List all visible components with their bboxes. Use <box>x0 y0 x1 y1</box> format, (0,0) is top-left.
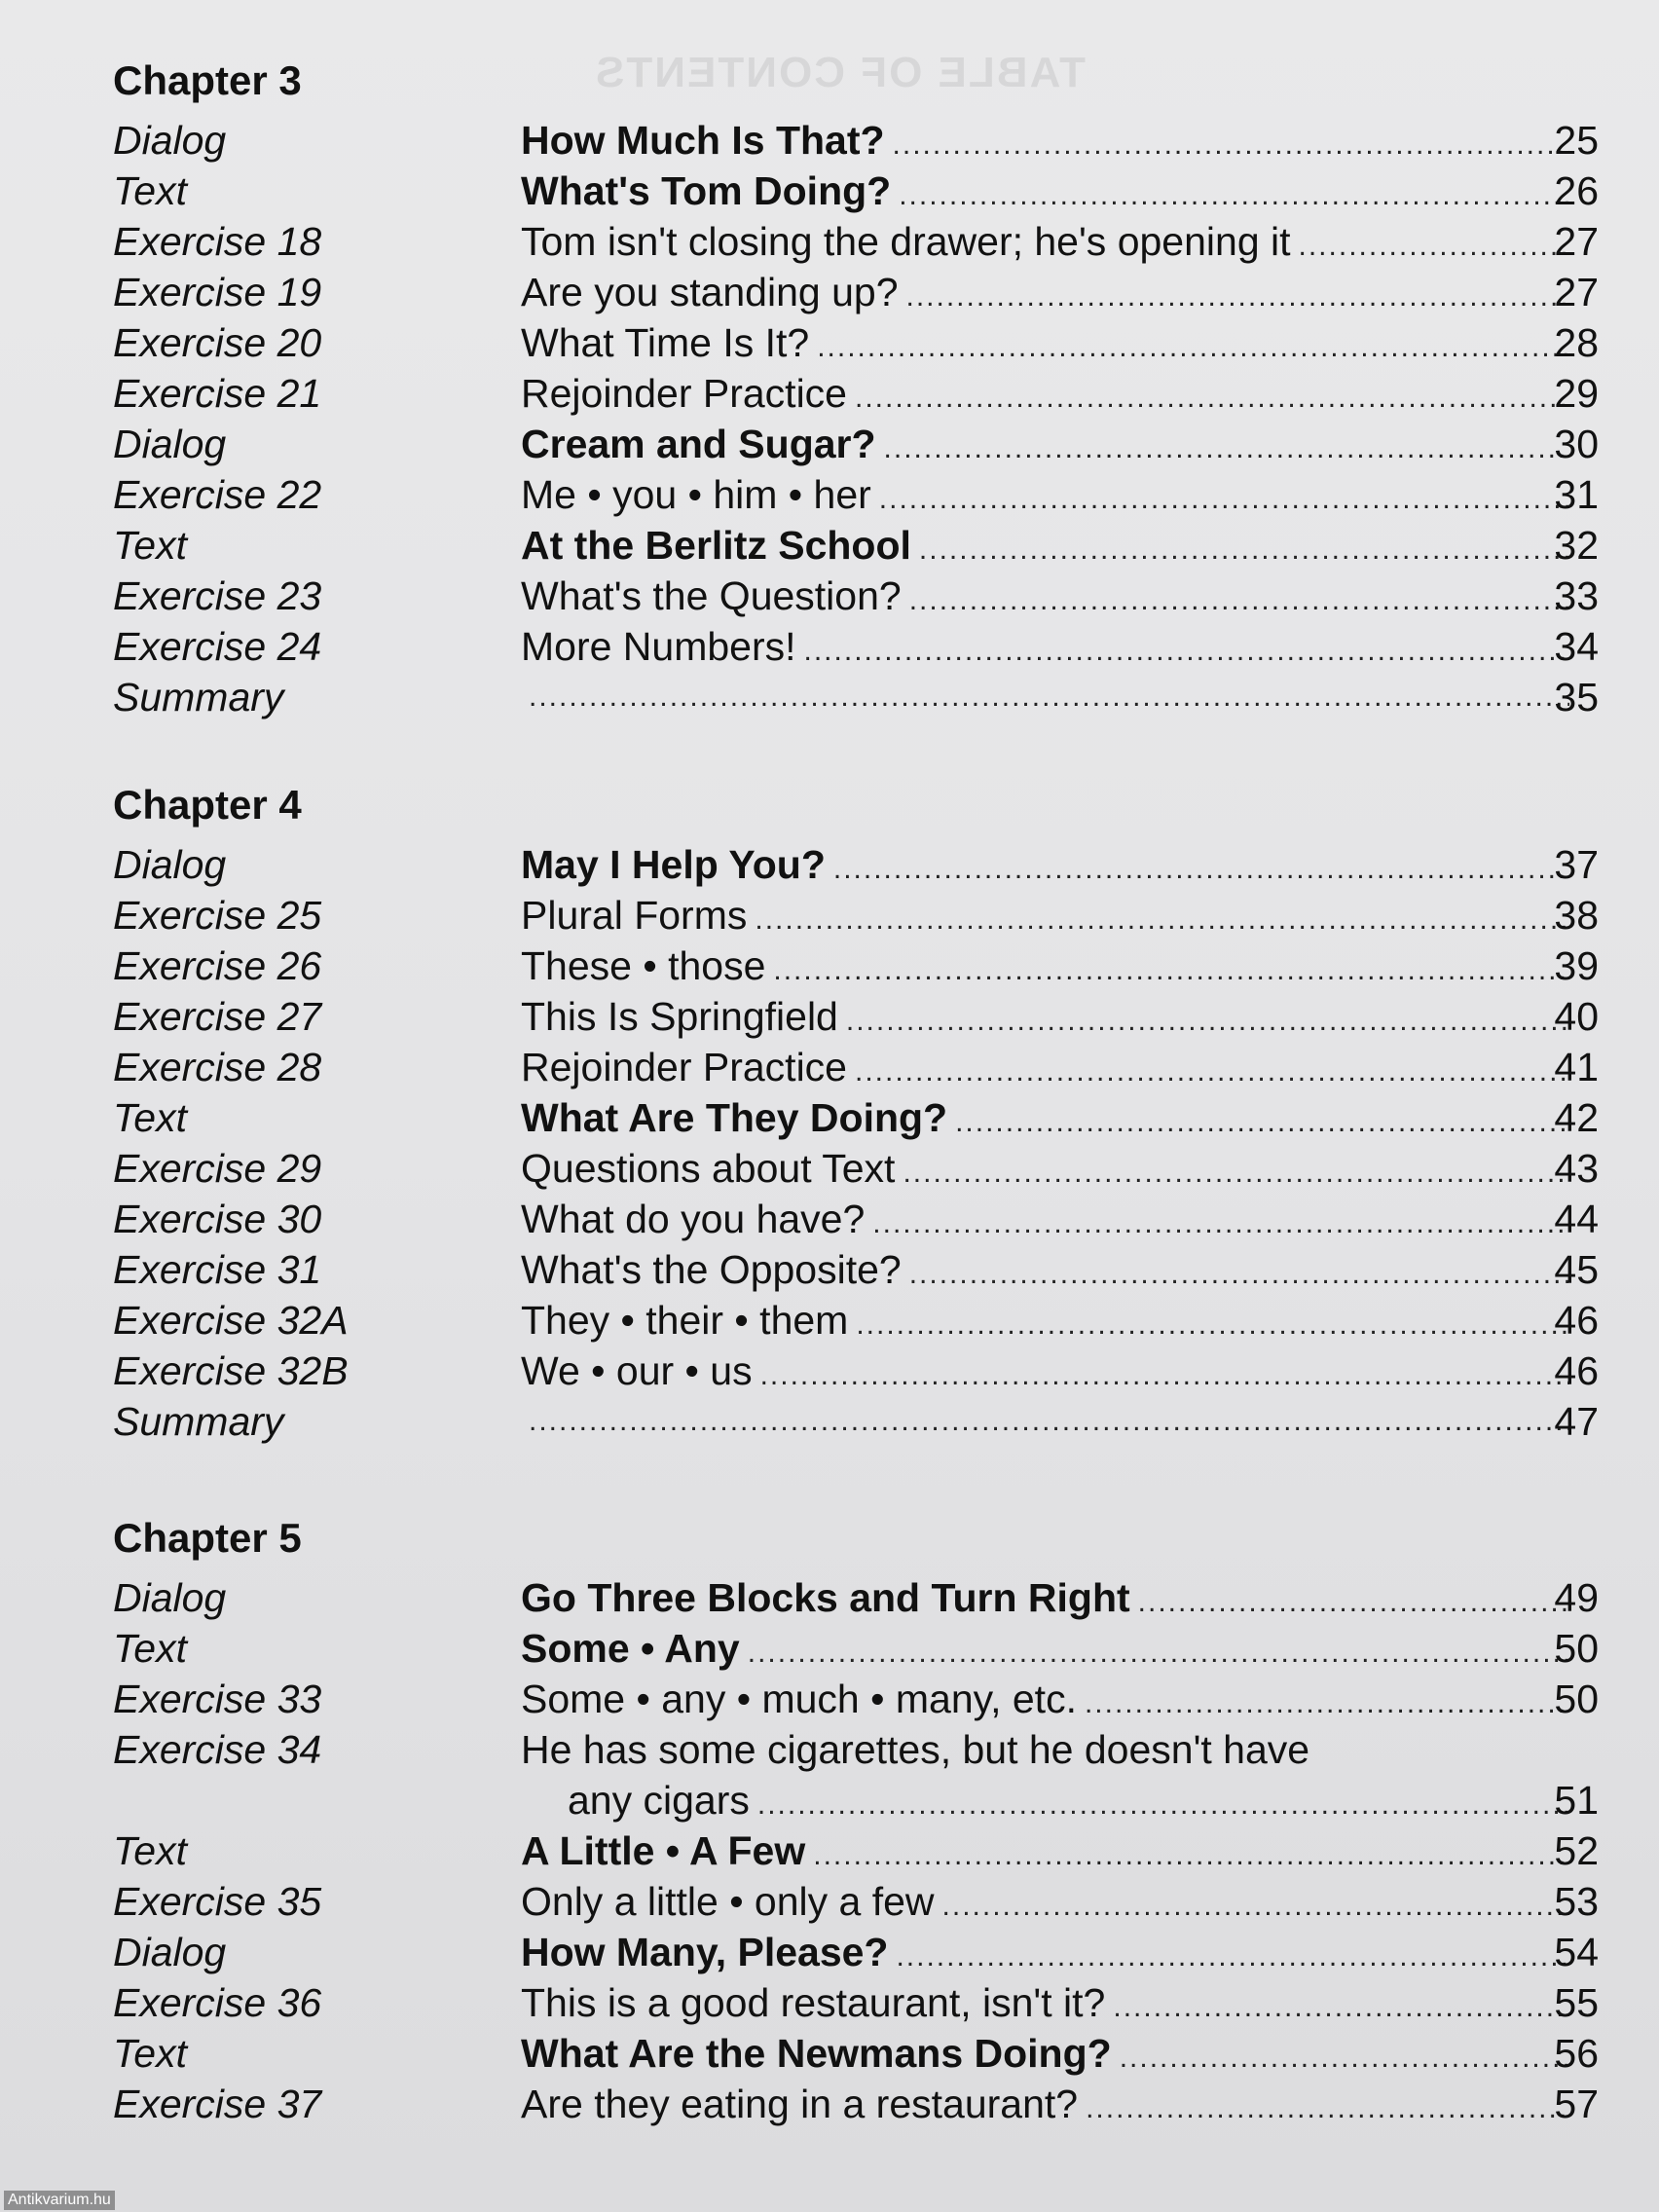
dot-leader <box>919 525 1569 575</box>
chapter-section <box>107 771 1606 1447</box>
page-number: 53 <box>1554 1879 1599 1924</box>
page-number: 37 <box>1554 842 1599 887</box>
entry-kind: Exercise 36 <box>113 1980 322 2025</box>
page-number: 54 <box>1554 1930 1599 1974</box>
page-number: 27 <box>1554 270 1599 314</box>
entry-title: Are you standing up? <box>521 270 899 314</box>
entry-title: This Is Springfield <box>521 994 838 1039</box>
entry-title: This is a good restaurant, isn't it? <box>521 1980 1106 2025</box>
entry-title: Questions about Text <box>521 1146 896 1191</box>
page-number: 52 <box>1554 1828 1599 1873</box>
toc-row[interactable] <box>107 1194 1606 1244</box>
toc-row[interactable] <box>107 1092 1606 1143</box>
entry-title-line <box>521 1042 1577 1097</box>
entry-title-line <box>521 1295 1577 1350</box>
dot-leader <box>757 1780 1569 1830</box>
page-number: 44 <box>1554 1197 1599 1241</box>
dot-leader <box>1113 1982 1569 2033</box>
toc-row[interactable] <box>107 839 1606 890</box>
dot-leader <box>906 272 1570 322</box>
page-number: 35 <box>1554 675 1599 719</box>
dot-leader <box>893 120 1569 170</box>
toc-row[interactable] <box>107 115 1606 166</box>
entry-title-line <box>521 1876 1577 1932</box>
entry-title-line <box>521 571 1577 626</box>
entry-title: What Are They Doing? <box>521 1095 948 1140</box>
toc-row[interactable] <box>107 1674 1606 1724</box>
entry-kind: Text <box>113 1095 187 1140</box>
chapter-section <box>107 47 1606 722</box>
dot-leader <box>846 996 1569 1047</box>
entry-title: Rejoinder Practice <box>521 1045 847 1089</box>
page-number: 56 <box>1554 2031 1599 2076</box>
entry-title-line <box>521 839 1577 895</box>
chapter-heading: Chapter 4 <box>113 782 302 828</box>
entry-title: What's the Opposite? <box>521 1247 902 1292</box>
entry-kind: Exercise 32A <box>113 1298 349 1343</box>
entry-kind: Dialog <box>113 1930 227 1974</box>
entry-title: Some • any • much • many, etc. <box>521 1677 1077 1721</box>
toc-row[interactable] <box>107 1346 1606 1396</box>
toc-row[interactable] <box>107 890 1606 940</box>
toc-row[interactable] <box>107 991 1606 1042</box>
entry-title: What's Tom Doing? <box>521 168 892 213</box>
entry-kind: Exercise 30 <box>113 1197 322 1241</box>
page-number: 30 <box>1554 422 1599 466</box>
entry-title-line <box>521 621 1577 677</box>
toc-row[interactable] <box>107 672 1606 722</box>
entry-kind: Summary <box>113 675 284 719</box>
entry-kind: Dialog <box>113 842 227 887</box>
entry-title: What Time Is It? <box>521 320 810 365</box>
entry-title: More Numbers! <box>521 624 796 669</box>
entry-kind: Exercise 25 <box>113 893 322 938</box>
dot-leader <box>955 1097 1569 1148</box>
entry-title-line <box>521 1244 1577 1300</box>
entry-kind: Exercise 29 <box>113 1146 322 1191</box>
entry-title-line <box>521 1623 1577 1678</box>
entry-kind: Exercise 35 <box>113 1879 322 1924</box>
entry-title-line <box>521 1825 1577 1881</box>
entry-kind: Text <box>113 1626 187 1671</box>
dot-leader <box>942 1881 1569 1932</box>
dot-leader <box>909 575 1569 626</box>
entry-title: May I Help You? <box>521 842 826 887</box>
entry-title-line <box>521 317 1577 373</box>
dot-leader <box>909 1249 1569 1300</box>
dot-leader <box>748 1628 1569 1678</box>
entry-kind: Summary <box>113 1399 284 1444</box>
dot-leader <box>760 1350 1569 1401</box>
entry-kind: Text <box>113 523 187 568</box>
entry-title: Me • you • him • her <box>521 472 871 517</box>
dot-leader <box>804 626 1569 677</box>
entry-title-line <box>521 1572 1577 1628</box>
toc-row[interactable] <box>107 621 1606 672</box>
entry-title-continued: any cigars <box>568 1778 750 1823</box>
page-number: 38 <box>1554 893 1599 938</box>
page-number: 41 <box>1554 1045 1599 1089</box>
entry-kind: Text <box>113 1828 187 1873</box>
entry-kind: Dialog <box>113 1575 227 1620</box>
dot-leader <box>1299 221 1569 272</box>
entry-title: How Much Is That? <box>521 118 885 163</box>
toc-row[interactable] <box>107 1143 1606 1194</box>
entry-title-line <box>521 672 1577 722</box>
entry-title: Are they eating in a restaurant? <box>521 2082 1079 2126</box>
dot-leader <box>884 424 1569 474</box>
page-number: 42 <box>1554 1095 1599 1140</box>
toc-row[interactable] <box>107 571 1606 621</box>
dot-leader <box>833 844 1569 895</box>
toc-row[interactable] <box>107 940 1606 991</box>
entry-kind: Exercise 24 <box>113 624 322 669</box>
dot-leader <box>773 945 1569 996</box>
entry-kind: Exercise 18 <box>113 219 322 264</box>
page-number: 34 <box>1554 624 1599 669</box>
entry-kind: Exercise 23 <box>113 573 322 618</box>
entry-title-line <box>521 469 1577 525</box>
entry-title-line <box>521 2028 1577 2083</box>
entry-title-line <box>521 520 1577 575</box>
dot-leader <box>1086 2083 1569 2134</box>
toc-row[interactable] <box>107 419 1606 469</box>
entry-title-line <box>521 368 1577 424</box>
dot-leader <box>1120 2033 1569 2083</box>
page-number: 47 <box>1554 1399 1599 1444</box>
chapter-heading: Chapter 3 <box>113 57 302 103</box>
entry-title: Plural Forms <box>521 893 748 938</box>
entry-title-line <box>521 1775 1577 1830</box>
entry-kind: Exercise 27 <box>113 994 322 1039</box>
entry-kind: Text <box>113 168 187 213</box>
entry-title-line <box>521 1346 1577 1401</box>
toc-row[interactable] <box>107 1825 1606 1876</box>
entry-kind: Exercise 20 <box>113 320 322 365</box>
entry-title: These • those <box>521 943 766 988</box>
toc-row[interactable] <box>107 1572 1606 1623</box>
watermark-label: Antikvarium.hu <box>4 2191 115 2210</box>
dot-leader <box>855 1047 1569 1097</box>
entry-title-line <box>521 1977 1577 2033</box>
entry-title: Rejoinder Practice <box>521 371 847 416</box>
page-number: 25 <box>1554 118 1599 163</box>
dot-leader <box>817 322 1569 373</box>
dot-leader <box>1138 1577 1569 1628</box>
entry-kind: Text <box>113 2031 187 2076</box>
dot-leader <box>896 1932 1569 1982</box>
page-number: 51 <box>1554 1778 1599 1823</box>
toc-row[interactable] <box>107 1295 1606 1346</box>
toc-row[interactable] <box>107 166 1606 216</box>
dot-leader <box>1085 1678 1569 1729</box>
chapter-section <box>107 1504 1606 2129</box>
toc-row[interactable] <box>107 1244 1606 1295</box>
show-through-decoration: TABLE OF CONTENTS <box>594 49 1086 96</box>
toc-row[interactable] <box>107 1042 1606 1092</box>
entry-title: Cream and Sugar? <box>521 422 876 466</box>
page-number: 31 <box>1554 472 1599 517</box>
page-number: 28 <box>1554 320 1599 365</box>
page-number: 40 <box>1554 994 1599 1039</box>
toc-row[interactable] <box>107 1977 1606 2028</box>
entry-title-line <box>521 890 1577 945</box>
entry-title-line <box>521 991 1577 1047</box>
dot-leader <box>903 1148 1569 1198</box>
toc-row[interactable] <box>107 1876 1606 1927</box>
page-number: 46 <box>1554 1348 1599 1393</box>
dot-leader <box>855 373 1569 424</box>
entry-title-line <box>521 1194 1577 1249</box>
toc-row[interactable] <box>107 1396 1606 1447</box>
page-number: 49 <box>1554 1575 1599 1620</box>
entry-title: We • our • us <box>521 1348 753 1393</box>
entry-title: Tom isn't closing the drawer; he's opening it <box>521 219 1291 264</box>
entry-title: At the Berlitz School <box>521 523 911 568</box>
entry-kind: Dialog <box>113 422 227 466</box>
chapter-heading: Chapter 5 <box>113 1515 302 1561</box>
entry-title-line <box>521 1396 1577 1447</box>
entry-title: He has some cigarettes, but he doesn't have <box>521 1727 1310 1772</box>
entry-title-line <box>521 115 1577 170</box>
entry-title: What do you have? <box>521 1197 866 1241</box>
entry-title-line <box>521 2079 1577 2134</box>
entry-kind: Exercise 34 <box>113 1727 322 1772</box>
page-number: 27 <box>1554 219 1599 264</box>
page-number: 32 <box>1554 523 1599 568</box>
page-number: 50 <box>1554 1626 1599 1671</box>
toc-row[interactable] <box>107 368 1606 419</box>
entry-title-line <box>521 267 1577 322</box>
dot-leader <box>856 1300 1569 1350</box>
entry-title: A Little • A Few <box>521 1828 806 1873</box>
entry-title-line <box>521 419 1577 474</box>
entry-title-line <box>521 1092 1577 1148</box>
dot-leader <box>899 170 1569 221</box>
dot-leader <box>879 474 1569 525</box>
entry-title-line <box>521 1927 1577 1982</box>
dot-leader <box>529 672 1569 722</box>
toc-row[interactable] <box>107 267 1606 317</box>
entry-kind: Exercise 32B <box>113 1348 349 1393</box>
entry-kind: Exercise 21 <box>113 371 322 416</box>
toc-row[interactable] <box>107 520 1606 571</box>
page-number: 55 <box>1554 1980 1599 2025</box>
entry-kind: Exercise 33 <box>113 1677 322 1721</box>
page-number: 33 <box>1554 573 1599 618</box>
entry-title: Only a little • only a few <box>521 1879 935 1924</box>
page-number: 39 <box>1554 943 1599 988</box>
entry-title: They • their • them <box>521 1298 849 1343</box>
entry-kind: Exercise 37 <box>113 2082 322 2126</box>
entry-title: Some • Any <box>521 1626 740 1671</box>
entry-kind: Exercise 31 <box>113 1247 322 1292</box>
dot-leader <box>529 1396 1569 1447</box>
entry-title-line <box>521 1143 1577 1198</box>
entry-title-line <box>521 940 1577 996</box>
toc-row[interactable] <box>107 1724 1606 1825</box>
page-number: 57 <box>1554 2082 1599 2126</box>
entry-kind: Exercise 22 <box>113 472 322 517</box>
page-number: 46 <box>1554 1298 1599 1343</box>
entry-kind: Exercise 28 <box>113 1045 322 1089</box>
entry-title: How Many, Please? <box>521 1930 889 1974</box>
toc-row[interactable] <box>107 1623 1606 1674</box>
dot-leader <box>872 1198 1569 1249</box>
toc-row[interactable] <box>107 2028 1606 2079</box>
entry-kind: Exercise 19 <box>113 270 322 314</box>
entry-title-line <box>521 166 1577 221</box>
entry-title-line <box>521 1674 1577 1729</box>
toc-row[interactable] <box>107 216 1606 267</box>
entry-title: Go Three Blocks and Turn Right <box>521 1575 1130 1620</box>
entry-kind: Dialog <box>113 118 227 163</box>
page-number: 26 <box>1554 168 1599 213</box>
page-number: 50 <box>1554 1677 1599 1721</box>
page-number: 43 <box>1554 1146 1599 1191</box>
toc-row[interactable] <box>107 1927 1606 1977</box>
dot-leader <box>813 1830 1569 1881</box>
toc-row[interactable] <box>107 2079 1606 2129</box>
page-number: 45 <box>1554 1247 1599 1292</box>
entry-title: What Are the Newmans Doing? <box>521 2031 1112 2076</box>
entry-title-line <box>521 216 1577 272</box>
page-number: 29 <box>1554 371 1599 416</box>
entry-title: What's the Question? <box>521 573 902 618</box>
dot-leader <box>755 895 1569 945</box>
entry-kind: Exercise 26 <box>113 943 322 988</box>
toc-row[interactable] <box>107 317 1606 368</box>
toc-row[interactable] <box>107 469 1606 520</box>
